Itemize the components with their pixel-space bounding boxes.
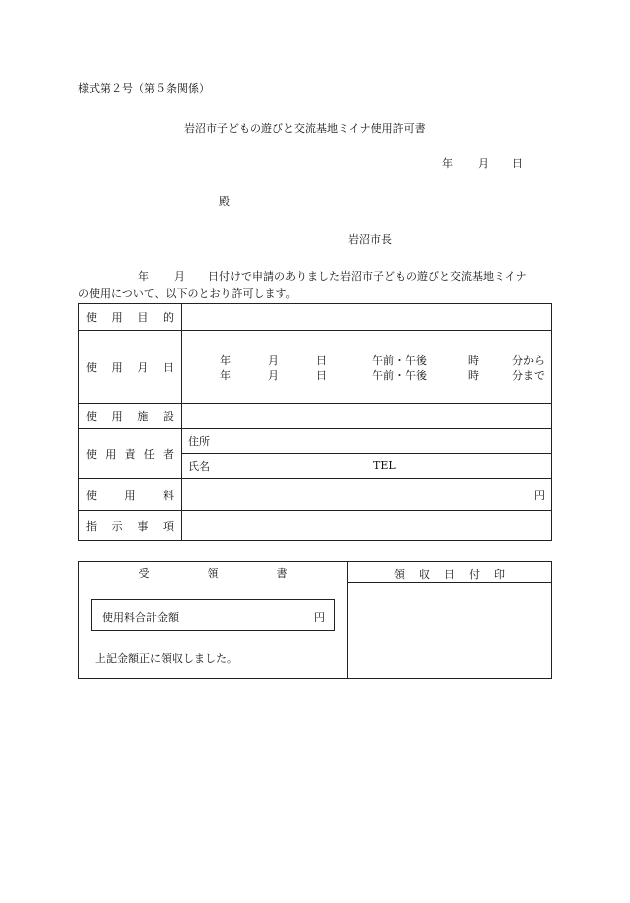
stamp-header [348,562,551,583]
name-label: 氏名 [188,460,210,473]
from-ampm: 午前・午後 [372,354,427,367]
stamp-header-char: 日 [444,568,455,581]
instructions-value-cell[interactable] [182,511,552,541]
from-day: 日 [316,354,327,367]
label-char: 料 [163,488,174,502]
fee-row [79,479,552,511]
receipt-stamp-panel [348,562,551,678]
to-ampm: 午前・午後 [372,369,427,382]
intro-line1-text: 日付けで申請のありました岩沼市子どもの遊びと交流基地ミイナ [208,270,527,283]
receipt-header-char: 領 [207,567,219,580]
label-char: 指 [86,519,97,533]
fee-value-cell[interactable] [182,479,552,511]
document-title: 岩沼市子どもの遊びと交流基地ミイナ使用許可書 [184,122,426,135]
label-char: 月 [137,361,149,374]
instructions-row [79,511,552,541]
stamp-header-char: 付 [469,568,480,581]
label-char: 事 [137,519,149,533]
label-char: 日 [162,361,174,374]
instructions-label-cell [79,511,182,541]
total-amount-box[interactable] [91,599,335,631]
facility-row [79,404,552,429]
purpose-label-cell [79,304,182,331]
label-char: 的 [162,311,174,324]
label-char: 使 [86,311,97,324]
label-char: 使 [86,447,97,461]
label-char: 責 [124,447,136,461]
label-char: 任 [143,447,155,461]
purpose-row [79,304,552,331]
issuer-name: 岩沼市長 [348,233,392,246]
receipt-header-char: 受 [138,567,150,580]
intro-month-label: 月 [174,270,185,283]
label-char: 使 [86,488,97,502]
total-amount-unit: 円 [314,611,325,624]
to-year: 年 [220,369,231,382]
dates-row [79,331,552,404]
intro-line2-text: の使用について、以下のとおり許可します。 [78,287,297,300]
from-hour: 時 [468,354,479,367]
label-char: 施 [137,410,149,423]
issue-month-label: 月 [478,157,489,170]
receipt-header [79,565,347,581]
issue-year-label: 年 [442,157,453,170]
permit-table [78,303,552,541]
address-label: 住所 [188,435,210,448]
facility-value-cell[interactable] [182,404,552,429]
addressee-suffix: 殿 [219,195,230,208]
from-month: 月 [268,354,279,367]
stamp-header-char: 収 [419,568,430,581]
receipt-panel [79,562,348,678]
stamp-area[interactable] [348,583,551,678]
label-char: 目 [137,311,149,324]
receipt-header-char: 書 [276,567,288,580]
stamp-header-char: 印 [494,568,505,581]
label-char: 用 [111,410,123,423]
label-char: 使 [86,361,97,374]
label-char: 用 [111,311,123,324]
label-char: 項 [162,519,174,533]
dates-label-cell [79,331,182,404]
label-char: 用 [105,447,117,461]
label-char: 示 [111,519,123,533]
purpose-value-cell[interactable] [182,304,552,331]
dates-value-cell[interactable] [182,331,552,404]
address-cell[interactable] [182,429,552,454]
from-minute: 分から [512,354,545,367]
tel-label: TEL [373,459,396,472]
to-minute: 分まで [512,369,545,382]
to-hour: 時 [468,369,479,382]
receipt-confirmation: 上記金額正に領収しました。 [95,652,238,665]
issue-day-label: 日 [512,157,523,170]
name-cell[interactable] [182,454,552,479]
receipt-section [78,561,552,679]
intro-year-label: 年 [138,270,149,283]
fee-label-cell [79,479,182,511]
to-month: 月 [268,369,279,382]
form-number: 様式第２号（第５条関係） [78,82,210,95]
label-char: 設 [162,410,174,423]
fee-unit: 円 [534,488,545,502]
from-year: 年 [220,354,231,367]
total-amount-label: 使用料合計金額 [102,611,179,624]
stamp-header-char: 領 [394,568,405,581]
label-char: 者 [163,447,174,461]
to-day: 日 [316,369,327,382]
label-char: 使 [86,410,97,423]
responsible-address-row [79,429,552,454]
responsible-label-cell [79,429,182,479]
facility-label-cell [79,404,182,429]
label-char: 用 [124,488,136,502]
label-char: 用 [111,361,123,374]
